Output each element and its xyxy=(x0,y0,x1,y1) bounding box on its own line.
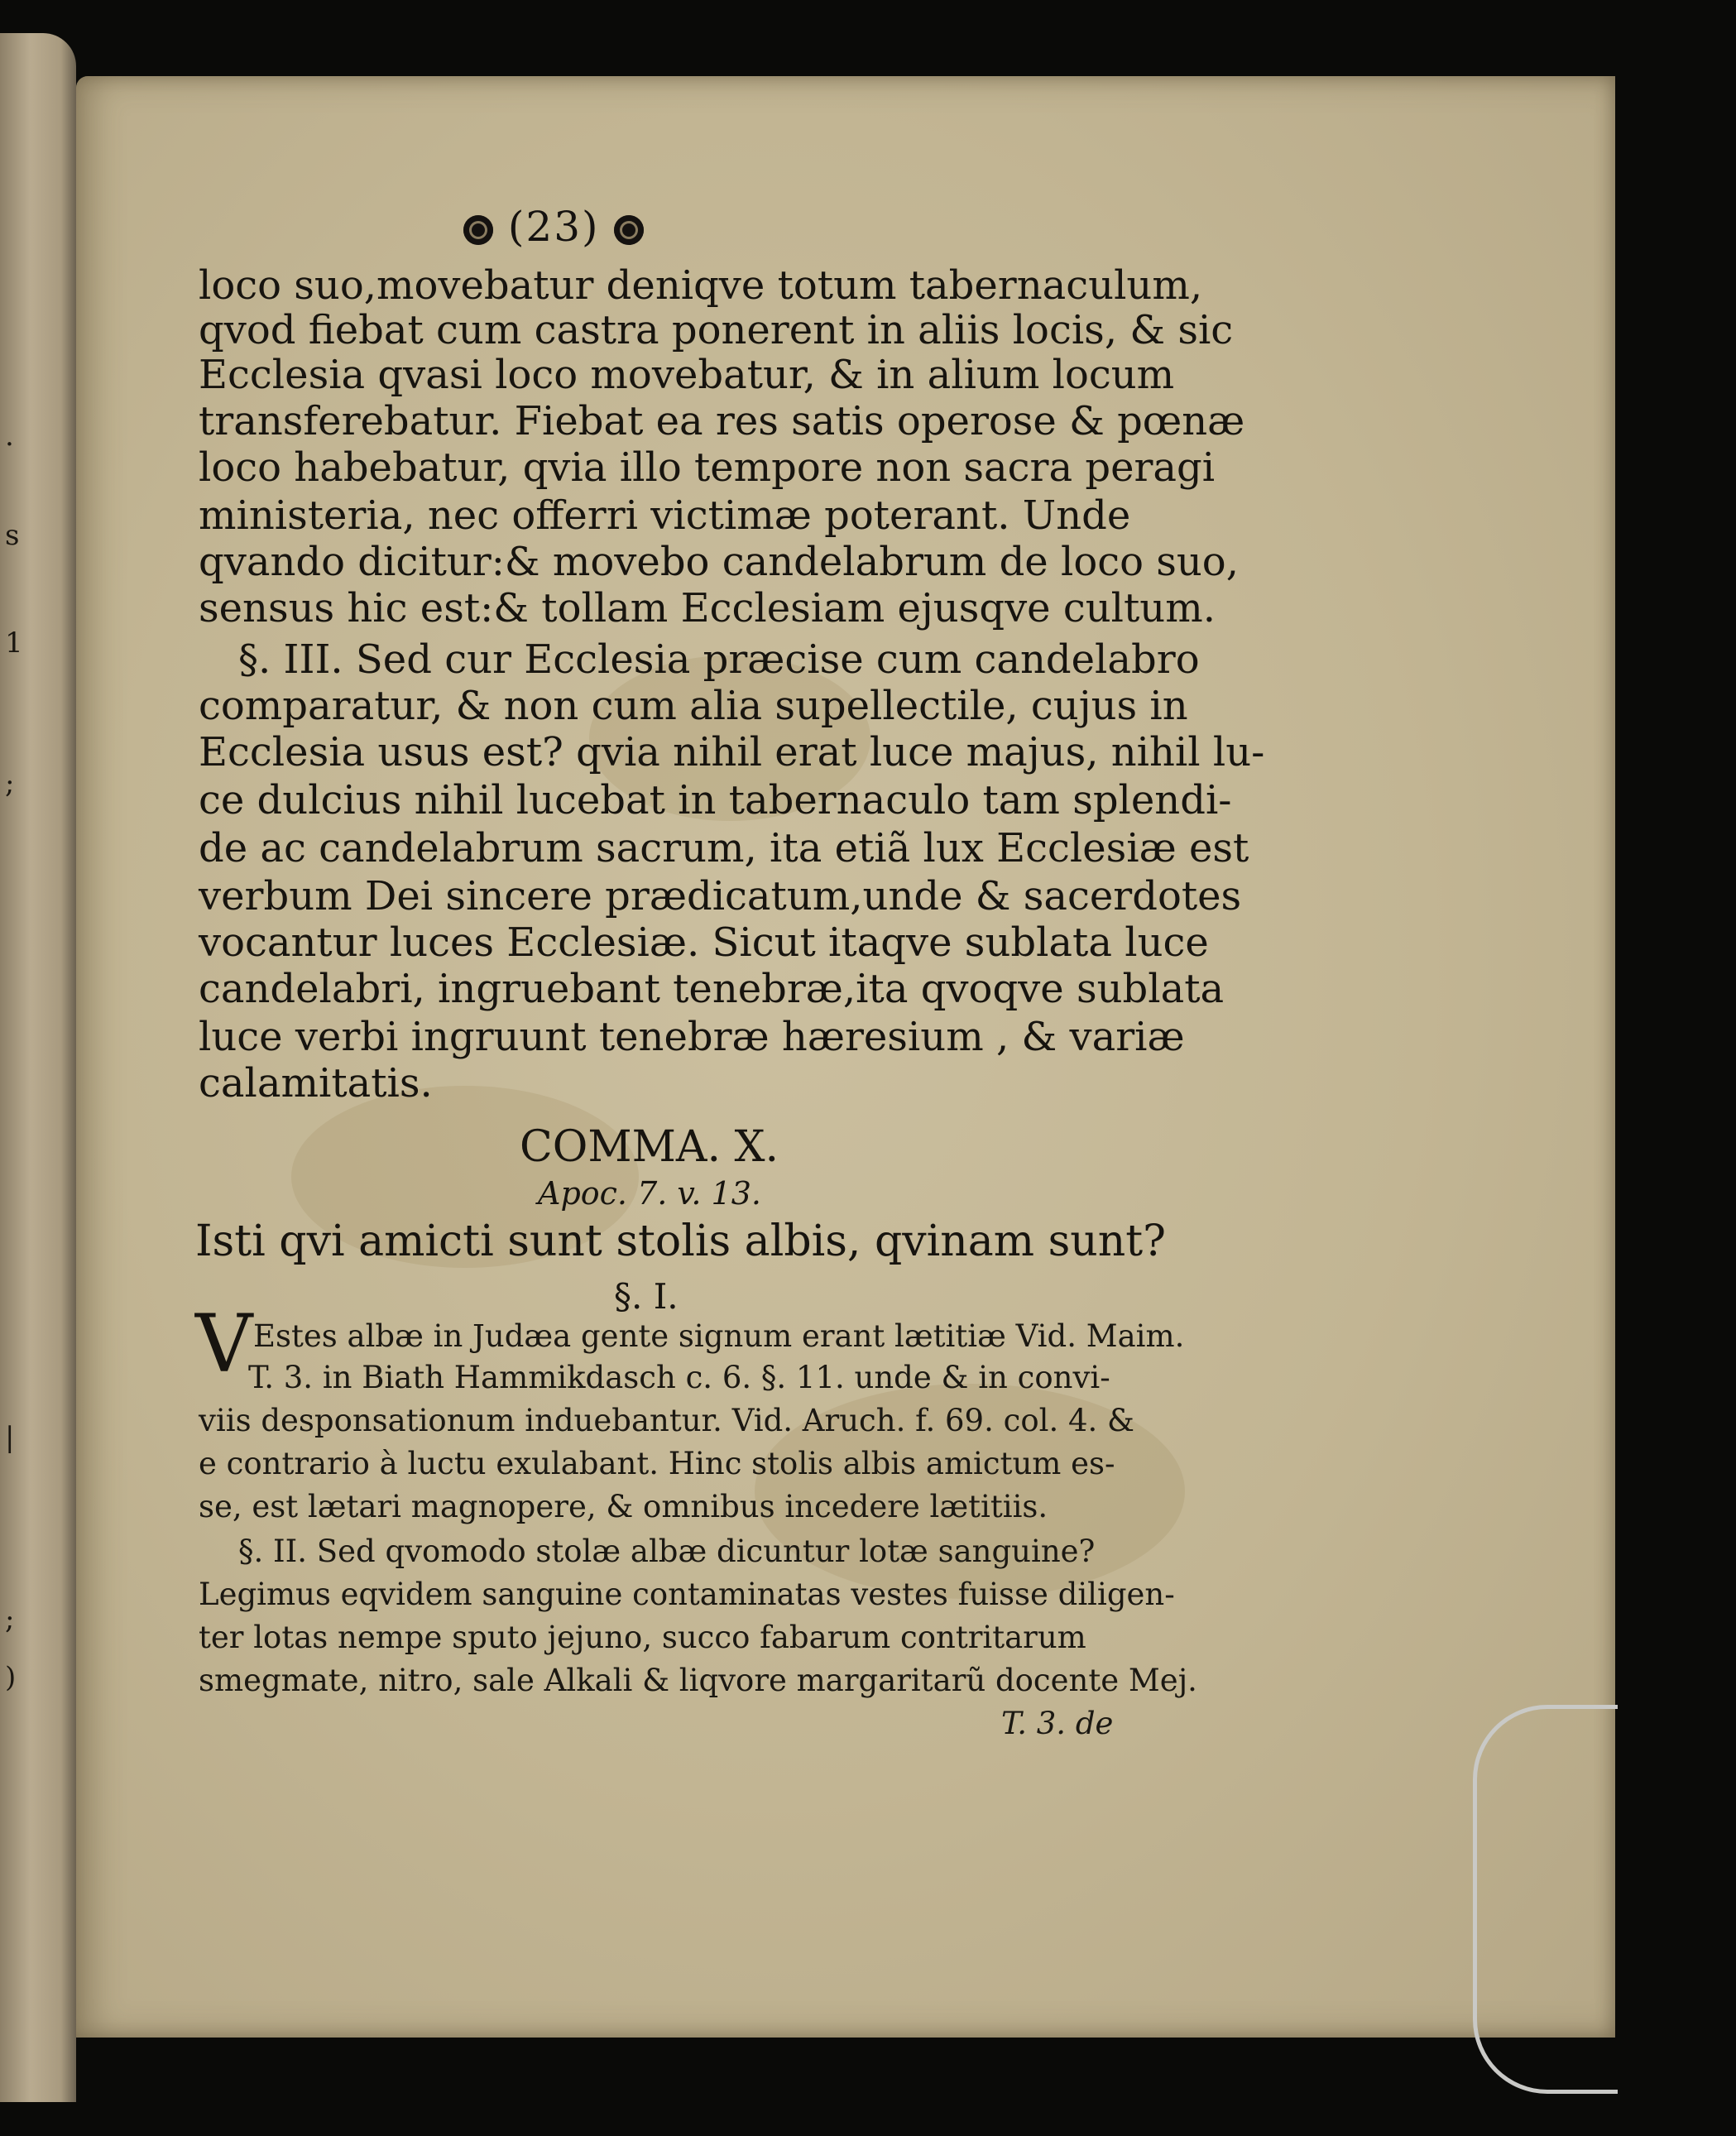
small-line: ter lotas nempe sputo jejuno, succo fabarum contritarum xyxy=(199,1620,1086,1655)
page-header xyxy=(463,203,644,251)
text-line: qvod fiebat cum castra ponerent in aliis locis, & sic xyxy=(199,307,1234,353)
small-line: smegmate, nitro, sale Alkali & liqvore margaritarũ docente Mej. xyxy=(199,1663,1197,1698)
small-line: e contrario à luctu exulabant. Hinc stolis albis amictum es- xyxy=(199,1446,1115,1481)
text-line: de ac candelabrum sacrum, ita etiã lux Ecclesiæ est xyxy=(199,825,1249,871)
margin-mark: ; xyxy=(5,1603,15,1636)
small-line: se, est lætari magnopere, & omnibus incedere lætitiis. xyxy=(199,1489,1048,1524)
margin-mark: s xyxy=(5,519,20,552)
drop-cap: V xyxy=(195,1298,253,1390)
text-line: comparatur, & non cum alia supellectile, cujus in xyxy=(199,683,1188,729)
margin-mark: ; xyxy=(5,767,15,800)
text-line: Ecclesia qvasi loco movebatur, & in alium locum xyxy=(199,352,1175,398)
question-heading: Isti qvi amicti sunt stolis albis, qvinam sunt? xyxy=(195,1217,1167,1266)
text-line: vocantur luces Ecclesiæ. Sicut itaqve sublata luce xyxy=(199,919,1209,966)
margin-mark: ) xyxy=(5,1661,17,1694)
section-mark: §. I. xyxy=(614,1276,679,1317)
page-number: (23) xyxy=(507,203,600,251)
text-line: verbum Dei sincere prædicatum,unde & sacerdotes xyxy=(199,873,1242,919)
text-line: Ecclesia usus est? qvia nihil erat luce majus, nihil lu- xyxy=(199,729,1265,775)
small-line: §. II. Sed qvomodo stolæ albæ dicuntur lotæ sanguine? xyxy=(238,1534,1096,1569)
text-line: qvando dicitur:& movebo candelabrum de loco suo, xyxy=(199,539,1239,585)
small-line: viis desponsationum induebantur. Vid. Aruch. f. 69. col. 4. & xyxy=(199,1403,1134,1438)
text-line: loco suo,movebatur deniqve totum tabernaculum, xyxy=(199,262,1203,309)
paper-clip xyxy=(1473,1705,1618,2094)
comma-title: COMMA. X. xyxy=(520,1122,779,1172)
text-line: ministeria, nec offerri victimæ poterant. Unde xyxy=(199,492,1131,539)
small-line: T. 3. in Biath Hammikdasch c. 6. §. 11. unde & in convi- xyxy=(248,1360,1110,1395)
small-line: Estes albæ in Judæa gente signum erant lætitiæ Vid. Maim. xyxy=(253,1318,1185,1354)
text-line: luce verbi ingruunt tenebræ hæresium , & variæ xyxy=(199,1014,1185,1060)
text-line: sensus hic est:& tollam Ecclesiam ejusqve cultum. xyxy=(199,585,1216,631)
text-line: calamitatis. xyxy=(199,1060,433,1106)
text-line: candelabri, ingruebant tenebræ,ita qvoqve sublata xyxy=(199,966,1225,1012)
left-page-edge xyxy=(0,33,76,2102)
scripture-reference: Apoc. 7. v. 13. xyxy=(538,1175,761,1212)
margin-mark: . xyxy=(5,420,14,453)
margin-mark: | xyxy=(5,1421,15,1454)
margin-mark: 1 xyxy=(5,626,23,660)
text-line: transferebatur. Fiebat ea res satis operose & pœnæ xyxy=(199,398,1245,444)
text-line: loco habebatur, qvia illo tempore non sacra peragi xyxy=(199,444,1216,491)
text-line: §. III. Sed cur Ecclesia præcise cum candelabro xyxy=(238,636,1200,683)
ornament-icon xyxy=(614,215,644,245)
ornament-icon xyxy=(463,215,493,245)
catchword: T. 3. de xyxy=(1001,1706,1114,1741)
small-line: Legimus eqvidem sanguine contaminatas vestes fuisse diligen- xyxy=(199,1577,1175,1612)
text-line: ce dulcius nihil lucebat in tabernaculo tam splendi- xyxy=(199,777,1232,823)
